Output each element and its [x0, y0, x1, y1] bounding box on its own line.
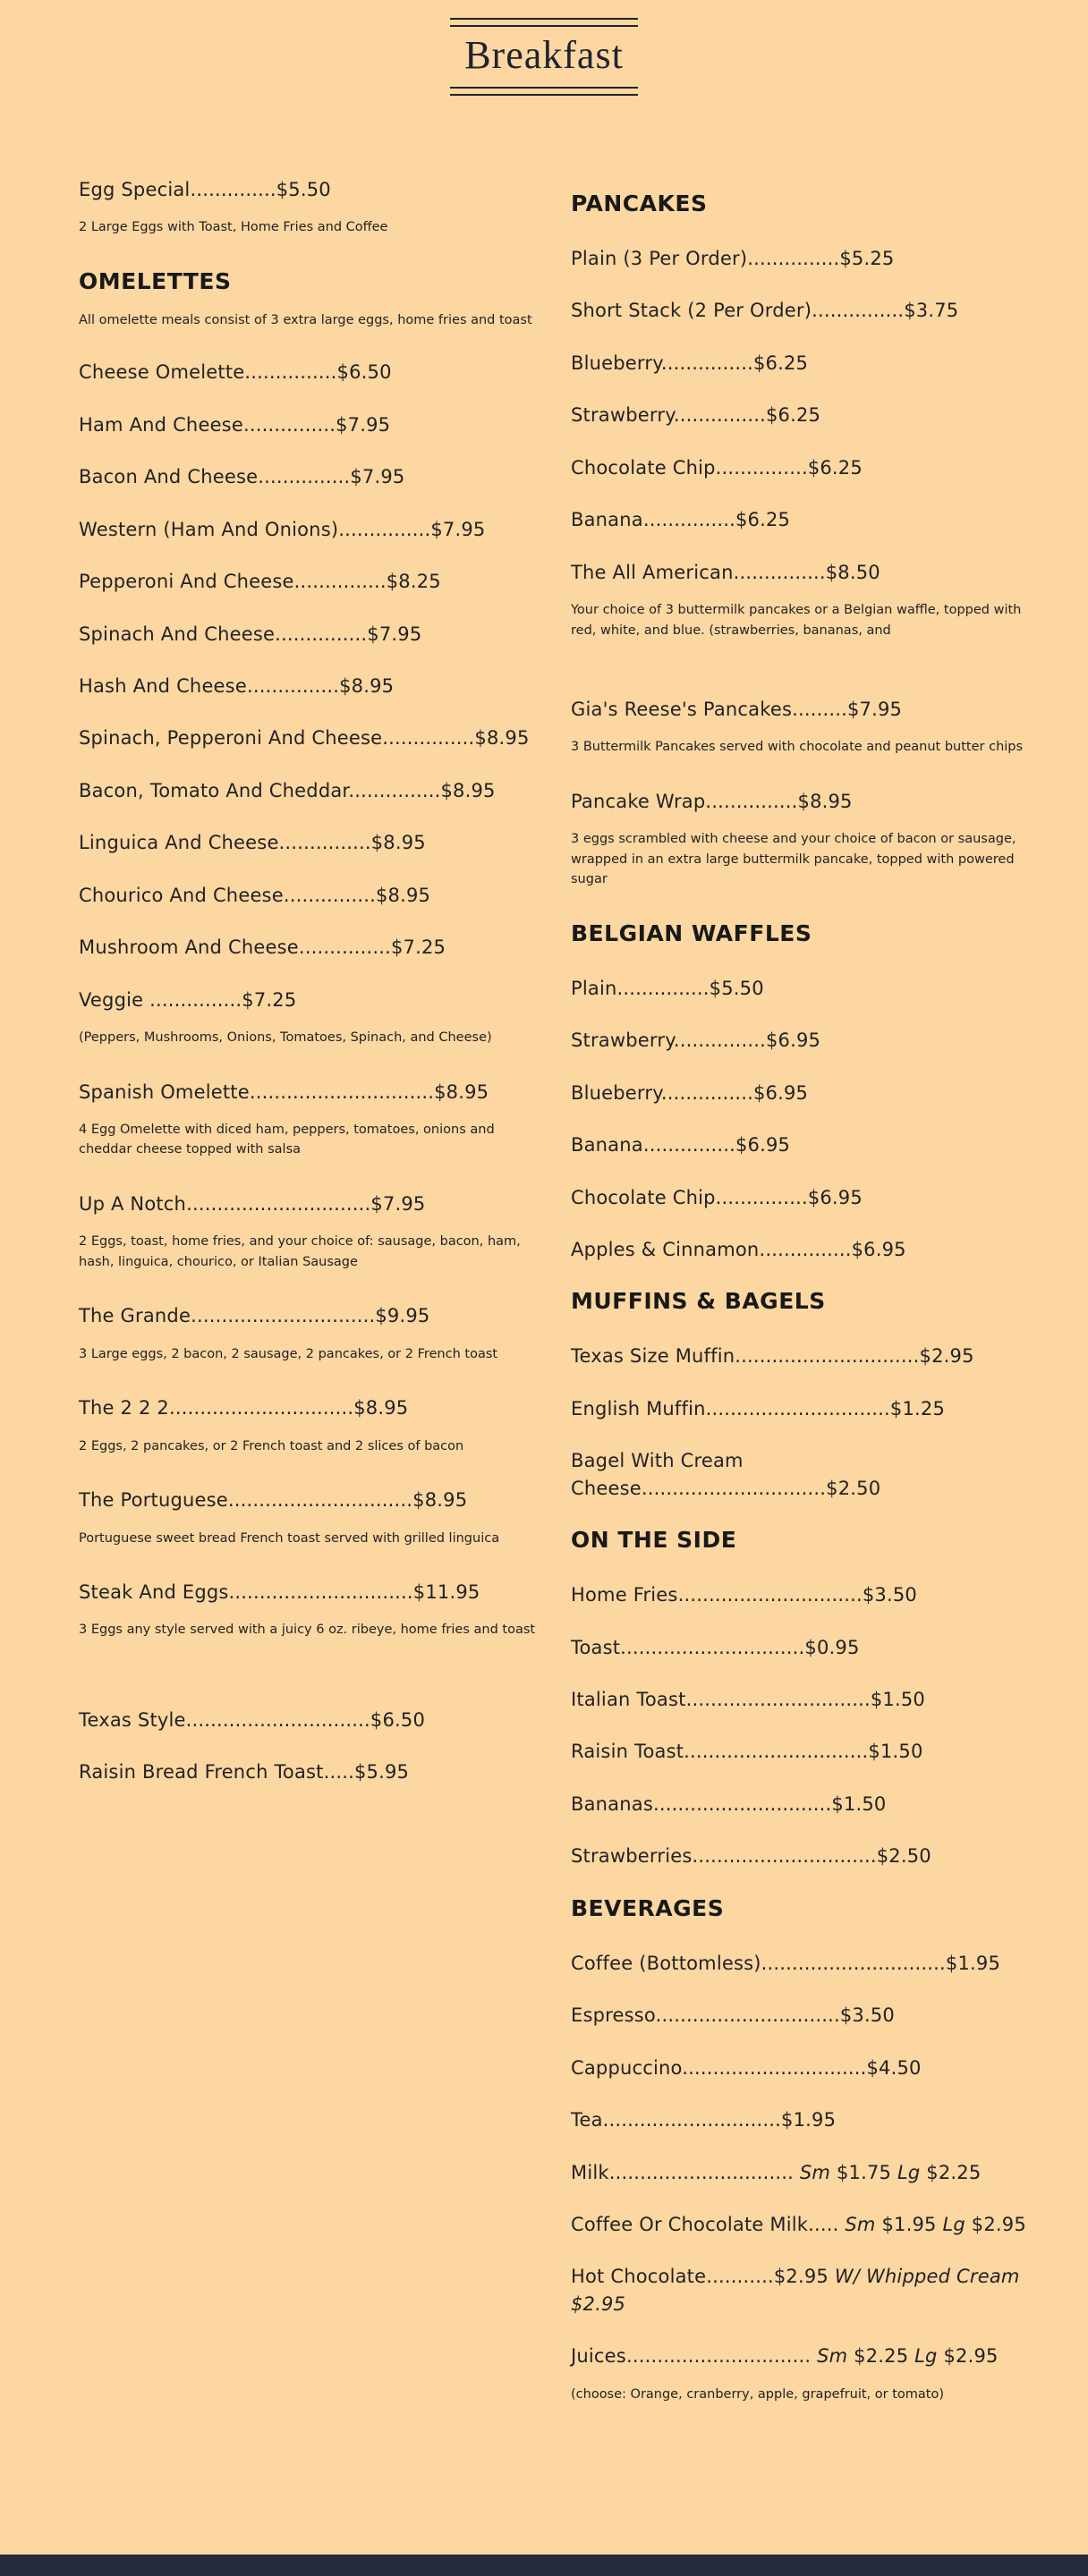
menu-item: Spinach And Cheese...............$7.95 [79, 623, 422, 645]
section-heading-beverages: BEVERAGES [571, 1894, 725, 1921]
item-text: $1.75 [830, 2161, 897, 2183]
menu-item: Coffee (Bottomless)..............................$1.95 [571, 1952, 1001, 1974]
decorative-rule [450, 87, 638, 89]
menu-item [571, 2343, 1031, 2369]
menu-item: Plain (3 Per Order)...............$5.25 [571, 248, 895, 269]
item-text-italic: Sm [845, 2213, 876, 2235]
menu-item: The Portuguese..............................$8.95 [79, 1489, 468, 1512]
menu-item: Western (Ham And Onions)...............$7.95 [79, 518, 486, 540]
menu-item: Mushroom And Cheese...............$7.25 [79, 936, 446, 959]
menu-item: Bacon, Tomato And Cheddar...............$8.95 [79, 779, 496, 801]
menu-item: Strawberry...............$6.25 [571, 404, 821, 427]
menu-item: Short Stack (2 Per Order)...............$3.75 [571, 300, 959, 322]
section-heading-pancakes: PANCAKES [571, 191, 708, 216]
item-text: Juices.............................. [571, 2345, 818, 2368]
item-description: 2 Eggs, toast, home fries, and your choice of: sausage, bacon, ham, hash, linguica, chourico, or Italian Sausage [79, 1234, 521, 1269]
menu-item: Raisin Bread French Toast.....$5.95 [79, 1761, 410, 1784]
menu-item: Pancake Wrap...............$8.95 [571, 790, 853, 812]
item-text-italic: Lg [942, 2213, 965, 2235]
menu-item [571, 2211, 1031, 2238]
item-text-italic: W/ Whipped Cream $2.95 [571, 2266, 1020, 2315]
decorative-rule [450, 18, 638, 20]
menu-item: Toast..............................$0.95 [571, 1636, 860, 1658]
menu-item: Bacon And Cheese...............$7.95 [79, 466, 405, 488]
item-description: Portuguese sweet bread French toast served with grilled linguica [79, 1530, 500, 1546]
menu-item: Raisin Toast..............................$1.50 [571, 1741, 923, 1763]
item-description: (choose: Orange, cranberry, apple, grapefruit, or tomato) [571, 2386, 944, 2402]
menu-column-right [571, 176, 1031, 2435]
menu-item: The 2 2 2..............................$8.95 [79, 1397, 409, 1419]
menu-item: Blueberry...............$6.95 [571, 1081, 809, 1104]
item-text: $2.95 [937, 2345, 999, 2368]
menu-item: Up A Notch..............................$7.95 [79, 1192, 426, 1215]
item-description: 4 Egg Omelette with diced ham, peppers, tomatoes, onions and cheddar cheese topped with salsa [79, 1122, 495, 1157]
menu-column-left [79, 176, 539, 1811]
menu-header [0, 0, 1088, 96]
menu-item: Espresso..............................$3.50 [571, 2004, 895, 2027]
item-text: $2.95 [965, 2213, 1026, 2235]
menu-item [571, 2263, 1031, 2318]
section-heading-belgian-waffles: BELGIAN WAFFLES [571, 919, 812, 946]
section-heading-omelettes: OMELETTES [79, 267, 232, 294]
title-rule-bottom [450, 87, 638, 96]
menu-item: Texas Size Muffin..............................$2.95 [571, 1345, 974, 1368]
menu-item: Egg Special..............$5.50 [79, 179, 331, 200]
item-text: Milk.............................. [571, 2161, 800, 2183]
title-rule-top [450, 18, 638, 27]
menu-item: Bagel With Cream Cheese..............................$2.50 [571, 1450, 881, 1499]
menu-item: Tea.............................$1.95 [571, 2109, 837, 2131]
menu-item: Chocolate Chip...............$6.95 [571, 1186, 863, 1208]
item-text-italic: Lg [897, 2161, 921, 2183]
item-text: Coffee Or Chocolate Milk..... [571, 2213, 846, 2235]
spacer [571, 671, 1031, 696]
menu-item: Texas Style..............................$6.50 [79, 1708, 426, 1731]
item-description: Your choice of 3 buttermilk pancakes or a Belgian waffle, topped with red, white, and blue. (strawberries, bananas, and [571, 603, 1022, 638]
menu-item [571, 2159, 1031, 2186]
item-text-italic: Sm [799, 2161, 831, 2183]
menu-item: Apples & Cinnamon...............$6.95 [571, 1238, 906, 1260]
menu-item: Hash And Cheese...............$8.95 [79, 675, 395, 697]
item-text: $1.95 [875, 2213, 943, 2235]
menu-item: Strawberry...............$6.95 [571, 1030, 821, 1052]
item-description: 3 Buttermilk Pancakes served with chocolate and peanut butter chips [571, 740, 1024, 755]
item-description: 3 Eggs any style served with a juicy 6 oz. ribeye, home fries and toast [79, 1623, 536, 1638]
menu-columns [0, 101, 1088, 2435]
section-note: All omelette meals consist of 3 extra large eggs, home fries and toast [79, 312, 532, 327]
item-description: 3 eggs scrambled with cheese and your choice of bacon or sausage, wrapped in an extra large buttermilk pancake, topped with powered sugar [571, 832, 1016, 887]
menu-item: Strawberries..............................$2.50 [571, 1845, 931, 1868]
item-description: 2 Large Eggs with Toast, Home Fries and Coffee [79, 220, 388, 235]
page-title: Breakfast [464, 33, 624, 77]
decorative-rule [450, 25, 638, 27]
menu-item: The Grande..............................$9.95 [79, 1305, 430, 1327]
menu-item: Plain...............$5.50 [571, 977, 764, 999]
menu-item: Spanish Omelette..............................$8.95 [79, 1080, 489, 1103]
menu-item: Bananas.............................$1.50 [571, 1792, 887, 1815]
item-text: $2.25 [920, 2161, 982, 2183]
menu-item: Spinach, Pepperoni And Cheese...............$8.95 [79, 727, 530, 750]
menu-item: Steak And Eggs..............................$11.95 [79, 1581, 480, 1603]
item-description: 3 Large eggs, 2 bacon, 2 sausage, 2 pancakes, or 2 French toast [79, 1346, 498, 1361]
menu-item: Italian Toast..............................$1.50 [571, 1689, 925, 1710]
menu-item: Ham And Cheese...............$7.95 [79, 413, 391, 436]
menu-item: The All American...............$8.50 [571, 561, 880, 583]
menu-item: Chourico And Cheese...............$8.95 [79, 884, 431, 906]
item-text: Hot Chocolate...........$2.95 [571, 2266, 835, 2288]
item-description: 2 Eggs, 2 pancakes, or 2 French toast and 2 slices of bacon [79, 1438, 464, 1453]
footer-bar [0, 2555, 1088, 2576]
spacer [79, 1671, 539, 1707]
item-text-italic: Lg [914, 2345, 938, 2368]
menu-item: English Muffin..............................$1.25 [571, 1397, 946, 1419]
menu-item: Banana...............$6.25 [571, 509, 791, 531]
menu-item: Cheese Omelette...............$6.50 [79, 361, 392, 384]
menu-item: Gia's Reese's Pancakes.........$7.95 [571, 699, 903, 720]
menu-item: Veggie ...............$7.25 [79, 988, 297, 1011]
menu-item: Pepperoni And Cheese...............$8.25 [79, 571, 441, 593]
section-heading-on-the-side: ON THE SIDE [571, 1527, 737, 1554]
item-text-italic: Sm [817, 2345, 848, 2368]
decorative-rule [450, 94, 638, 96]
menu-item: Banana...............$6.95 [571, 1134, 791, 1157]
menu-item: Blueberry...............$6.25 [571, 352, 809, 374]
menu-item: Linguica And Cheese...............$8.95 [79, 832, 426, 854]
menu-item: Home Fries..............................$3.50 [571, 1584, 917, 1606]
item-description: (Peppers, Mushrooms, Onions, Tomatoes, Spinach, and Cheese) [79, 1030, 492, 1046]
item-text: $2.25 [847, 2345, 915, 2368]
menu-item: Cappuccino..............................$4.50 [571, 2056, 922, 2079]
section-heading-muffins-bagels: MUFFINS & BAGELS [571, 1288, 826, 1315]
menu-item: Chocolate Chip...............$6.25 [571, 456, 863, 479]
